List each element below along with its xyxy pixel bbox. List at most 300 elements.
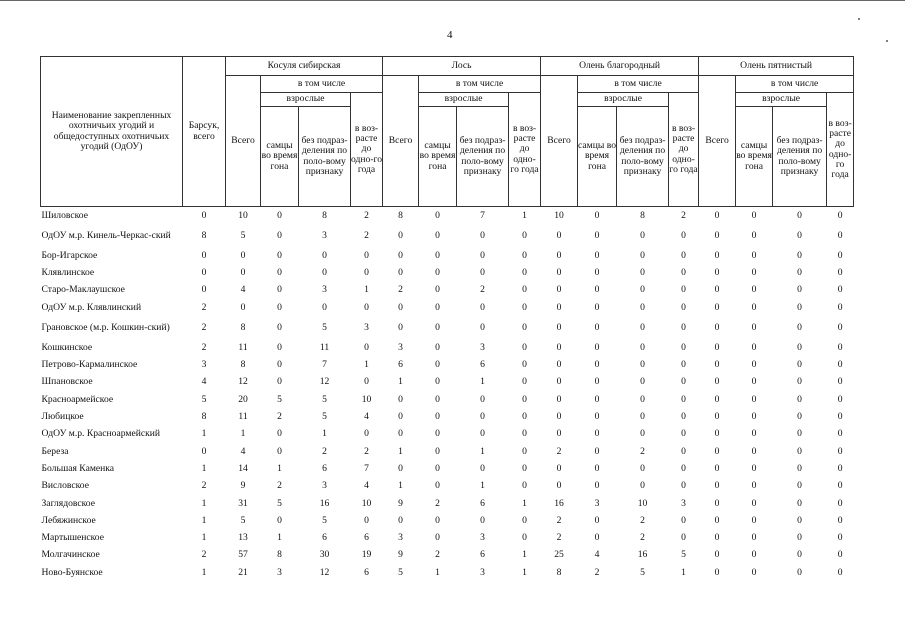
row-value: 0 bbox=[364, 341, 369, 353]
row-value: 0 bbox=[837, 566, 843, 578]
header-total: Всего bbox=[699, 76, 736, 207]
row-value: 9 bbox=[398, 549, 403, 561]
row-value: 0 bbox=[837, 411, 843, 423]
row-value: 0 bbox=[594, 321, 600, 333]
row-value: 0 bbox=[522, 411, 527, 423]
row-value: 0 bbox=[522, 428, 527, 440]
row-value: 0 bbox=[751, 321, 757, 333]
row-value: 0 bbox=[797, 514, 802, 526]
row-value: 5 bbox=[240, 229, 246, 241]
row-value: 0 bbox=[480, 428, 485, 440]
row-value: 0 bbox=[277, 301, 282, 313]
row-value: 1 bbox=[322, 428, 327, 440]
row-value: 0 bbox=[556, 301, 562, 313]
row-value: 0 bbox=[398, 249, 403, 261]
row-value: 0 bbox=[594, 462, 600, 474]
row-value: 2 bbox=[201, 480, 207, 492]
row-value: 0 bbox=[681, 359, 686, 371]
page-number: 4 bbox=[447, 29, 453, 41]
row-value: 7 bbox=[322, 359, 327, 371]
row-value: 1 bbox=[480, 376, 485, 388]
row-value: 0 bbox=[594, 341, 600, 353]
row-value: 0 bbox=[594, 209, 600, 221]
header-under-one: в воз-расте до одно-го года bbox=[669, 93, 699, 207]
row-value: 0 bbox=[201, 445, 207, 457]
row-value: 0 bbox=[837, 393, 843, 405]
row-name: Большая Каменка bbox=[41, 462, 115, 474]
row-value: 8 bbox=[322, 209, 327, 221]
row-value: 0 bbox=[837, 497, 843, 509]
row-value: 0 bbox=[714, 393, 720, 405]
row-value: 0 bbox=[240, 249, 246, 261]
row-value: 0 bbox=[837, 480, 843, 492]
row-name: ОдОУ м.р. Красноармейский bbox=[41, 428, 161, 440]
row-name: Шиловское bbox=[41, 209, 88, 221]
table-row bbox=[41, 495, 854, 512]
row-value: 0 bbox=[594, 249, 600, 261]
row-value: 0 bbox=[556, 284, 562, 296]
row-value: 9 bbox=[398, 497, 403, 509]
header-total: Всего bbox=[541, 76, 578, 207]
table-row bbox=[41, 443, 854, 460]
row-value: 6 bbox=[480, 549, 485, 561]
hunting-grounds-table bbox=[40, 56, 854, 581]
row-value: 10 bbox=[361, 393, 372, 405]
row-value: 2 bbox=[594, 566, 600, 578]
row-value: 0 bbox=[594, 445, 600, 457]
row-value: 0 bbox=[751, 566, 757, 578]
row-value: 1 bbox=[681, 566, 686, 578]
row-value: 2 bbox=[277, 411, 282, 423]
row-value: 0 bbox=[837, 321, 843, 333]
row-value: 0 bbox=[240, 266, 246, 278]
row-value: 0 bbox=[797, 480, 802, 492]
row-name: Береза bbox=[41, 445, 69, 457]
row-value: 0 bbox=[751, 209, 757, 221]
row-value: 10 bbox=[361, 497, 372, 509]
row-value: 0 bbox=[714, 341, 720, 353]
row-value: 0 bbox=[556, 249, 562, 261]
row-value: 0 bbox=[522, 359, 527, 371]
row-value: 2 bbox=[322, 445, 327, 457]
row-value: 0 bbox=[398, 428, 403, 440]
row-value: 5 bbox=[640, 566, 645, 578]
row-value: 20 bbox=[238, 393, 248, 405]
scan-speck bbox=[858, 18, 860, 20]
header-undivided: без подраз-деления по поло-вому признаку bbox=[617, 107, 669, 207]
row-value: 0 bbox=[435, 266, 440, 278]
row-value: 0 bbox=[435, 411, 440, 423]
row-value: 0 bbox=[398, 462, 403, 474]
row-value: 1 bbox=[522, 209, 527, 221]
row-value: 0 bbox=[522, 376, 527, 388]
row-value: 57 bbox=[238, 549, 248, 561]
row-value: 0 bbox=[522, 266, 527, 278]
header-adults: взрослые bbox=[736, 93, 827, 107]
row-value: 0 bbox=[681, 428, 686, 440]
row-value: 0 bbox=[751, 497, 757, 509]
row-value: 3 bbox=[480, 341, 485, 353]
row-value: 3 bbox=[322, 284, 327, 296]
row-value: 12 bbox=[319, 566, 330, 578]
row-value: 0 bbox=[522, 480, 527, 492]
row-value: 0 bbox=[681, 480, 686, 492]
row-value: 0 bbox=[714, 532, 720, 544]
row-value: 12 bbox=[319, 376, 330, 388]
row-value: 0 bbox=[322, 266, 327, 278]
header-total: Всего bbox=[226, 76, 261, 207]
row-value: 2 bbox=[277, 480, 282, 492]
row-value: 0 bbox=[480, 411, 485, 423]
row-value: 2 bbox=[364, 445, 369, 457]
row-value: 0 bbox=[681, 321, 686, 333]
row-value: 0 bbox=[556, 266, 562, 278]
row-value: 0 bbox=[435, 393, 440, 405]
row-value: 0 bbox=[640, 341, 645, 353]
row-value: 1 bbox=[522, 549, 527, 561]
row-value: 11 bbox=[238, 341, 248, 353]
table-row bbox=[41, 391, 854, 408]
row-value: 0 bbox=[681, 284, 686, 296]
row-value: 0 bbox=[522, 301, 527, 313]
row-value: 0 bbox=[797, 321, 802, 333]
page-top-edge bbox=[0, 0, 905, 1]
table-row bbox=[41, 281, 854, 298]
row-value: 0 bbox=[594, 393, 600, 405]
row-value: 0 bbox=[681, 376, 686, 388]
row-value: 2 bbox=[364, 209, 369, 221]
table-row bbox=[41, 264, 854, 281]
row-value: 4 bbox=[201, 376, 207, 388]
row-value: 1 bbox=[398, 445, 403, 457]
row-value: 0 bbox=[322, 301, 327, 313]
row-value: 1 bbox=[201, 428, 207, 440]
row-value: 0 bbox=[435, 462, 440, 474]
row-value: 0 bbox=[797, 428, 802, 440]
row-value: 0 bbox=[435, 428, 440, 440]
row-value: 1 bbox=[277, 532, 282, 544]
row-value: 0 bbox=[398, 514, 403, 526]
row-value: 0 bbox=[797, 393, 802, 405]
row-value: 0 bbox=[398, 411, 403, 423]
row-value: 0 bbox=[556, 462, 562, 474]
header-adults: взрослые bbox=[578, 93, 669, 107]
row-value: 4 bbox=[594, 549, 600, 561]
row-value: 8 bbox=[277, 549, 282, 561]
row-value: 0 bbox=[751, 411, 757, 423]
table-row bbox=[41, 224, 854, 247]
row-value: 0 bbox=[398, 229, 403, 241]
row-value: 7 bbox=[480, 209, 485, 221]
row-value: 5 bbox=[322, 321, 327, 333]
row-value: 0 bbox=[681, 341, 686, 353]
row-value: 0 bbox=[837, 249, 843, 261]
row-value: 0 bbox=[751, 532, 757, 544]
row-value: 0 bbox=[681, 445, 686, 457]
header-undivided: без подраз-деления по поло-вому признаку bbox=[299, 107, 351, 207]
row-value: 0 bbox=[594, 480, 600, 492]
row-value: 19 bbox=[361, 549, 372, 561]
row-value: 0 bbox=[364, 428, 369, 440]
row-value: 1 bbox=[398, 376, 403, 388]
row-value: 5 bbox=[681, 549, 686, 561]
row-value: 0 bbox=[277, 284, 282, 296]
row-value: 0 bbox=[480, 249, 485, 261]
row-value: 0 bbox=[277, 376, 282, 388]
header-undivided: без подраз-деления по поло-вому признаку bbox=[773, 107, 827, 207]
row-value: 0 bbox=[797, 376, 802, 388]
row-value: 3 bbox=[681, 497, 686, 509]
row-value: 0 bbox=[681, 411, 686, 423]
row-value: 0 bbox=[277, 321, 282, 333]
row-value: 0 bbox=[364, 249, 369, 261]
row-value: 0 bbox=[837, 341, 843, 353]
header-under-one: в воз-расте до одно-го года bbox=[351, 93, 383, 207]
row-value: 0 bbox=[480, 266, 485, 278]
header-group-red-deer: Олень благородный bbox=[541, 57, 699, 76]
row-value: 0 bbox=[714, 321, 720, 333]
row-value: 5 bbox=[277, 497, 282, 509]
row-value: 0 bbox=[797, 284, 802, 296]
row-value: 3 bbox=[398, 532, 403, 544]
row-value: 0 bbox=[398, 393, 403, 405]
row-value: 0 bbox=[797, 301, 802, 313]
row-value: 3 bbox=[398, 341, 403, 353]
table-row bbox=[41, 316, 854, 339]
row-value: 0 bbox=[837, 462, 843, 474]
row-name: Висловское bbox=[41, 480, 89, 492]
row-name: Лебяжинское bbox=[41, 514, 96, 526]
row-value: 10 bbox=[238, 209, 248, 221]
row-value: 0 bbox=[640, 462, 645, 474]
row-value: 2 bbox=[556, 532, 562, 544]
row-value: 0 bbox=[797, 549, 802, 561]
row-value: 2 bbox=[364, 229, 369, 241]
row-value: 0 bbox=[522, 321, 527, 333]
row-value: 0 bbox=[594, 532, 600, 544]
row-value: 0 bbox=[480, 462, 485, 474]
row-value: 11 bbox=[238, 411, 248, 423]
row-value: 6 bbox=[364, 566, 369, 578]
row-value: 2 bbox=[480, 284, 485, 296]
table-body bbox=[41, 207, 854, 582]
row-value: 0 bbox=[522, 341, 527, 353]
row-value: 0 bbox=[522, 393, 527, 405]
row-value: 12 bbox=[238, 376, 248, 388]
table-row bbox=[41, 564, 854, 581]
row-value: 2 bbox=[640, 532, 645, 544]
row-value: 16 bbox=[319, 497, 330, 509]
row-value: 0 bbox=[322, 249, 327, 261]
row-value: 4 bbox=[364, 411, 369, 423]
row-value: 0 bbox=[837, 376, 843, 388]
row-value: 0 bbox=[837, 284, 843, 296]
row-value: 0 bbox=[714, 209, 720, 221]
row-value: 0 bbox=[837, 428, 843, 440]
row-value: 0 bbox=[640, 376, 645, 388]
row-value: 1 bbox=[364, 359, 369, 371]
row-value: 1 bbox=[398, 480, 403, 492]
row-value: 0 bbox=[435, 321, 440, 333]
header-under-one: в воз-расте до одно-го года bbox=[509, 93, 541, 207]
row-value: 13 bbox=[238, 532, 248, 544]
row-value: 0 bbox=[751, 359, 757, 371]
row-value: 0 bbox=[522, 514, 527, 526]
row-value: 0 bbox=[797, 497, 802, 509]
table-row bbox=[41, 247, 854, 264]
row-value: 0 bbox=[714, 359, 720, 371]
row-value: 8 bbox=[556, 566, 562, 578]
row-value: 10 bbox=[554, 209, 564, 221]
row-value: 0 bbox=[277, 229, 282, 241]
row-value: 0 bbox=[714, 445, 720, 457]
row-value: 4 bbox=[364, 480, 369, 492]
row-value: 0 bbox=[364, 266, 369, 278]
table-row bbox=[41, 356, 854, 373]
row-value: 0 bbox=[364, 301, 369, 313]
row-value: 0 bbox=[714, 480, 720, 492]
row-value: 8 bbox=[240, 321, 246, 333]
row-value: 0 bbox=[480, 321, 485, 333]
row-value: 0 bbox=[594, 284, 600, 296]
row-value: 0 bbox=[640, 301, 645, 313]
row-value: 0 bbox=[556, 376, 562, 388]
row-value: 0 bbox=[797, 566, 802, 578]
row-value: 0 bbox=[837, 514, 843, 526]
row-value: 0 bbox=[714, 284, 720, 296]
row-value: 0 bbox=[556, 359, 562, 371]
row-value: 0 bbox=[522, 532, 527, 544]
row-value: 0 bbox=[714, 566, 720, 578]
row-value: 0 bbox=[522, 229, 527, 241]
row-value: 0 bbox=[398, 266, 403, 278]
row-name: Кошкинское bbox=[41, 341, 93, 353]
row-value: 1 bbox=[277, 462, 282, 474]
row-value: 1 bbox=[522, 497, 527, 509]
row-value: 6 bbox=[398, 359, 403, 371]
row-value: 1 bbox=[240, 428, 246, 440]
table-row bbox=[41, 529, 854, 546]
row-value: 0 bbox=[556, 341, 562, 353]
table-row bbox=[41, 512, 854, 529]
row-value: 0 bbox=[797, 266, 802, 278]
row-value: 25 bbox=[554, 549, 564, 561]
row-name: Заглядовское bbox=[41, 497, 95, 509]
table-row bbox=[41, 299, 854, 316]
row-value: 0 bbox=[681, 514, 686, 526]
header-badger: Барсук, всего bbox=[183, 57, 226, 207]
row-value: 0 bbox=[751, 428, 757, 440]
row-name: ОдОУ м.р. Кинель-Черкас-ский bbox=[41, 229, 171, 241]
row-value: 2 bbox=[201, 301, 207, 313]
row-value: 0 bbox=[435, 359, 440, 371]
header-including: в том числе bbox=[261, 76, 383, 93]
row-value: 0 bbox=[435, 301, 440, 313]
row-value: 0 bbox=[714, 428, 720, 440]
row-value: 0 bbox=[201, 209, 207, 221]
row-value: 0 bbox=[435, 209, 440, 221]
row-value: 0 bbox=[797, 532, 802, 544]
header-name: Наименование закрепленных охотничьих угодий и общедоступных охотничьих угодий (ОдОУ) bbox=[41, 57, 183, 207]
row-value: 1 bbox=[480, 480, 485, 492]
row-value: 1 bbox=[522, 566, 527, 578]
row-value: 8 bbox=[201, 411, 207, 423]
row-value: 0 bbox=[751, 514, 757, 526]
row-value: 0 bbox=[480, 229, 485, 241]
row-value: 8 bbox=[240, 359, 246, 371]
row-value: 8 bbox=[640, 209, 645, 221]
row-value: 0 bbox=[435, 229, 440, 241]
row-value: 0 bbox=[837, 301, 843, 313]
row-value: 0 bbox=[594, 376, 600, 388]
row-value: 0 bbox=[435, 249, 440, 261]
row-value: 7 bbox=[364, 462, 369, 474]
table-row bbox=[41, 339, 854, 356]
row-value: 0 bbox=[435, 532, 440, 544]
row-value: 0 bbox=[797, 411, 802, 423]
row-value: 3 bbox=[322, 480, 327, 492]
row-value: 3 bbox=[480, 532, 485, 544]
row-value: 0 bbox=[681, 301, 686, 313]
row-value: 3 bbox=[277, 566, 282, 578]
row-value: 0 bbox=[556, 229, 562, 241]
row-value: 2 bbox=[681, 209, 686, 221]
row-value: 0 bbox=[594, 301, 600, 313]
row-value: 0 bbox=[714, 497, 720, 509]
row-value: 0 bbox=[837, 532, 843, 544]
row-value: 0 bbox=[480, 393, 485, 405]
row-value: 0 bbox=[797, 359, 802, 371]
row-value: 1 bbox=[435, 566, 440, 578]
row-name: Шпановское bbox=[41, 376, 93, 388]
table-row bbox=[41, 477, 854, 494]
row-value: 6 bbox=[322, 462, 327, 474]
row-value: 0 bbox=[522, 284, 527, 296]
row-value: 1 bbox=[201, 566, 207, 578]
row-value: 2 bbox=[201, 341, 207, 353]
row-value: 5 bbox=[398, 566, 403, 578]
row-value: 0 bbox=[640, 480, 645, 492]
row-value: 0 bbox=[714, 376, 720, 388]
header-including: в том числе bbox=[736, 76, 854, 93]
row-value: 0 bbox=[398, 321, 403, 333]
row-value: 0 bbox=[594, 514, 600, 526]
row-value: 0 bbox=[640, 284, 645, 296]
header-total: Всего bbox=[383, 76, 419, 207]
scan-speck bbox=[886, 40, 888, 42]
row-value: 0 bbox=[751, 301, 757, 313]
row-value: 2 bbox=[201, 321, 207, 333]
row-value: 0 bbox=[277, 445, 282, 457]
row-name: Клявлинское bbox=[41, 266, 95, 278]
row-value: 0 bbox=[201, 249, 207, 261]
row-value: 0 bbox=[435, 480, 440, 492]
row-value: 1 bbox=[201, 497, 207, 509]
row-value: 0 bbox=[681, 532, 686, 544]
header-including: в том числе bbox=[578, 76, 699, 93]
row-value: 10 bbox=[637, 497, 648, 509]
row-value: 3 bbox=[594, 497, 600, 509]
row-value: 8 bbox=[398, 209, 403, 221]
header-males: самцы во время гона bbox=[736, 107, 773, 207]
row-value: 0 bbox=[594, 359, 600, 371]
row-value: 2 bbox=[556, 514, 562, 526]
row-value: 0 bbox=[681, 462, 686, 474]
row-value: 0 bbox=[797, 445, 802, 457]
row-value: 5 bbox=[201, 393, 207, 405]
row-value: 0 bbox=[714, 462, 720, 474]
table-row bbox=[41, 408, 854, 425]
